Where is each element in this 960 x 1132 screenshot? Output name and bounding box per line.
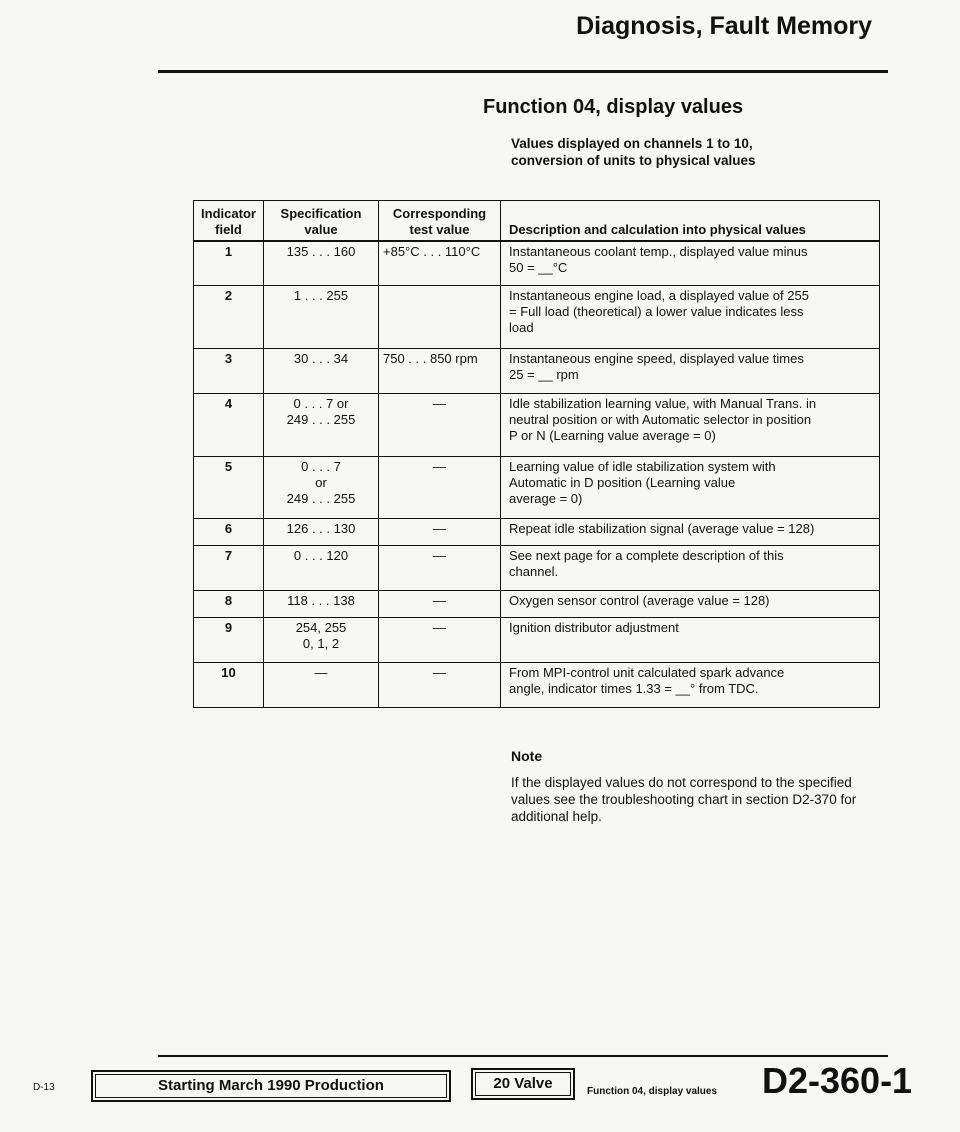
specification-line: 0 . . . 7 [301,458,341,474]
indicator-field-cell: 10 [194,663,264,708]
specification-line: 249 . . . 255 [286,490,356,506]
engine-label: 20 Valve [475,1072,571,1096]
description-cell [501,663,880,708]
table-row [194,519,880,546]
page-header-title: Diagnosis, Fault Memory [576,12,872,40]
test-value-cell: — [379,591,501,618]
table-row [194,285,880,348]
specification-line: 1 . . . 255 [293,287,349,303]
header-test-value [379,201,501,241]
description-line: Ignition distributor adjustment [509,620,679,636]
description-cell [501,546,880,591]
description-cell [501,456,880,519]
specification-cell [264,546,379,591]
table-body [194,241,880,708]
specification-line: 0 . . . 7 or [293,395,349,411]
indicator-field-cell: 3 [194,348,264,393]
description-line: Automatic in D position (Learning value [509,474,736,490]
display-values-table [193,200,880,708]
header-rule [158,70,888,73]
test-value-cell: — [379,618,501,663]
description-line: See next page for a complete description of this [509,548,784,564]
specification-cell [264,618,379,663]
indicator-field-cell: 1 [194,241,264,286]
test-value-cell: — [379,393,501,456]
table-row [194,663,880,708]
test-value-cell: — [379,456,501,519]
specification-cell [264,348,379,393]
description-cell [501,519,880,546]
indicator-field-cell: 9 [194,618,264,663]
specification-line: 254, 255 [295,620,347,636]
description-line: Instantaneous coolant temp., displayed value minus [509,243,808,259]
header-indicator-field-line-2: field [215,221,242,237]
table-row [194,546,880,591]
note-text: If the displayed values do not correspond to the specified values see the troubleshooting chart in section D2-370 for additional help. [511,775,857,824]
indicator-field-cell: 5 [194,456,264,519]
description-line: Instantaneous engine speed, displayed value times [509,350,804,366]
specification-line: 118 . . . 138 [287,593,355,609]
description-line: Idle stabilization learning value, with Manual Trans. in [509,395,817,411]
header-specification-value [264,201,379,241]
description-line: 50 = __°C [509,259,568,275]
table-row [194,618,880,663]
header-test-value-line-1: Corresponding [392,205,487,221]
description-line: Oxygen sensor control (average value = 128) [509,593,770,609]
specification-line: 135 . . . 160 [286,243,356,259]
description-line: P or N (Learning value average = 0) [509,427,716,443]
description-line: load [509,319,534,335]
page-code: D2-360-1 [762,1060,913,1101]
specification-line: 30 . . . 34 [293,350,349,366]
note-title: Note [511,748,543,764]
header-indicator-field [194,201,264,241]
indicator-field-cell: 6 [194,519,264,546]
footer-page-ref: D-13 [33,1082,55,1093]
table-row [194,591,880,618]
indicator-field-cell: 4 [194,393,264,456]
description-cell [501,591,880,618]
description-line: 25 = __ rpm [509,366,579,382]
test-value-cell: — [379,546,501,591]
description-line: Instantaneous engine load, a displayed value of 255 [509,287,809,303]
table-row [194,393,880,456]
indicator-field-cell: 8 [194,591,264,618]
header-specification-line-2: value [304,221,338,237]
section-subtitle-line-2: conversion of units to physical values [511,153,756,168]
specification-line: — [314,665,328,681]
engine-box [471,1068,575,1100]
table-row [194,348,880,393]
header-specification-line-1: Specification [280,205,362,221]
description-line: average = 0) [509,490,583,506]
production-label: Starting March 1990 Production [95,1074,447,1098]
specification-cell [264,456,379,519]
description-cell [501,348,880,393]
test-value-cell: +85°C . . . 110°C [379,241,501,286]
indicator-field-cell: 7 [194,546,264,591]
description-cell [501,241,880,286]
description-line: neutral position or with Automatic selector in position [509,411,812,427]
specification-cell [264,393,379,456]
test-value-cell: — [379,663,501,708]
description-line: From MPI-control unit calculated spark advance [509,665,785,681]
footer-function-label: Function 04, display values [587,1086,718,1097]
specification-cell [264,519,379,546]
specification-line: or [315,474,327,490]
description-line: = Full load (theoretical) a lower value indicates less [509,303,804,319]
description-line: channel. [509,564,559,580]
description-line: Repeat idle stabilization signal (average value = 128) [509,521,815,537]
specification-cell [264,591,379,618]
description-line: Learning value of idle stabilization system with [509,458,776,474]
specification-cell [264,285,379,348]
specification-cell [264,663,379,708]
section-title: Function 04, display values [483,96,744,118]
section-subtitle-line-1: Values displayed on channels 1 to 10, [511,136,753,151]
specification-line: 0, 1, 2 [302,636,340,652]
table-row [194,241,880,286]
description-cell [501,618,880,663]
header-indicator-field-line-1: Indicator [201,205,256,221]
description-line: angle, indicator times 1.33 = __° from TDC. [509,681,759,697]
test-value-cell: 750 . . . 850 rpm [379,348,501,393]
description-cell [501,285,880,348]
table-row [194,456,880,519]
specification-line: 126 . . . 130 [286,521,356,537]
specification-line: 0 . . . 120 [293,548,349,564]
header-description: Description and calculation into physical values [501,201,880,241]
test-value-cell: — [379,519,501,546]
test-value-cell [379,285,501,348]
footer-rule [158,1055,888,1057]
indicator-field-cell: 2 [194,285,264,348]
production-box [91,1070,451,1102]
description-cell [501,393,880,456]
header-test-value-line-2: test value [409,221,470,237]
specification-cell [264,241,379,286]
specification-line: 249 . . . 255 [286,411,356,427]
